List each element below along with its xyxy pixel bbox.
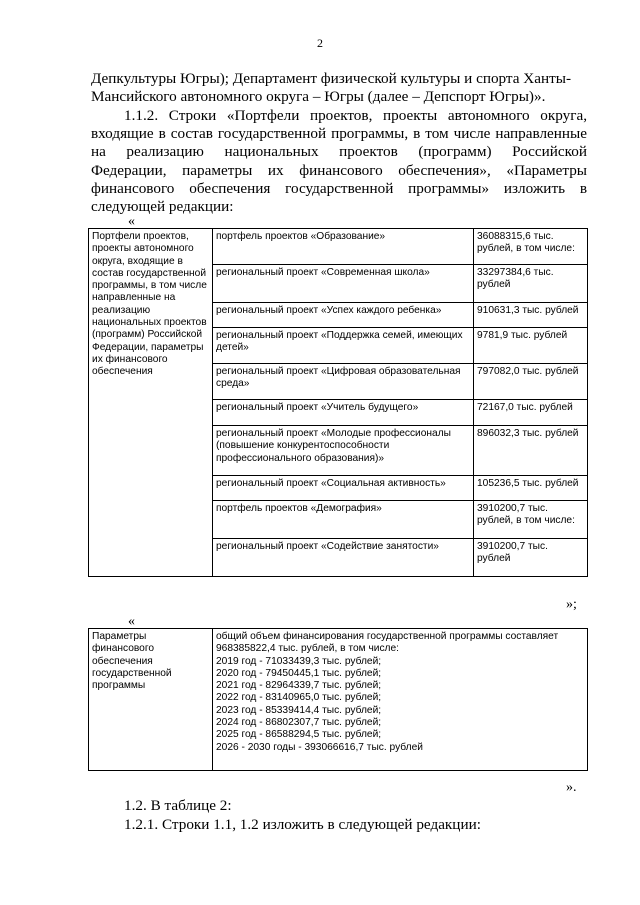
table-cell-value: 72167,0 тыс. рублей xyxy=(474,400,588,426)
text-line: финансового обеспечения государственной программы» изложить в xyxy=(91,179,587,197)
table-cell-name: региональный проект «Учитель будущего» xyxy=(213,400,474,426)
table-cell-value: 896032,3 тыс. рублей xyxy=(474,426,588,476)
table-cell-value: 9781,9 тыс. рублей xyxy=(474,328,588,364)
text-line: Федерации, параметры их финансового обеспечения», «Параметры xyxy=(91,161,587,179)
financing-line: общий объем финансирования государственной программы составляет xyxy=(216,631,559,642)
table-cell-value: 3910200,7 тыс. рублей, в том числе: xyxy=(474,501,588,539)
financing-line: 2020 год - 79450445,1 тыс. рублей; xyxy=(216,667,382,679)
table-cell-value: 105236,5 тыс. рублей xyxy=(474,476,588,501)
table-cell-value: 910631,3 тыс. рублей xyxy=(474,303,588,328)
table-cell-value: 3910200,7 тыс. рублей xyxy=(474,539,588,577)
text-line: Депкультуры Югры); Департамент физической культуры и спорта Ханты- xyxy=(91,70,572,87)
table-cell-name: портфель проектов «Демография» xyxy=(213,501,474,539)
table-cell-value: 797082,0 тыс. рублей xyxy=(474,364,588,400)
financing-line: 2019 год - 71033439,3 тыс. рублей; xyxy=(216,655,382,667)
financing-table xyxy=(88,628,588,771)
opening-quote: « xyxy=(128,214,135,229)
projects-table xyxy=(88,228,588,577)
page-number: 2 xyxy=(317,36,323,50)
closing-quote: ». xyxy=(566,780,577,795)
opening-quote: « xyxy=(128,614,135,629)
financing-line: 2026 - 2030 годы - 393066616,7 тыс. рублей xyxy=(216,741,423,753)
text-line: Мансийского автономного округа – Югры (далее – Депспорт Югры)». xyxy=(91,88,546,106)
table-header-cell: Портфели проектов, проекты автономного округа, входящие в состав государственной программы, в том числе направленные на реализацию национальных проектов (программ) Российской Федерации, параметры их финансового обеспечения xyxy=(89,229,213,577)
text-line: на реализацию национальных проектов (программ) Российской xyxy=(91,143,587,161)
table-cell-name: портфель проектов «Образование» xyxy=(213,229,474,265)
continuation-paragraph xyxy=(91,70,587,106)
paragraph-1-1-2 xyxy=(91,107,587,216)
closing-quote: »; xyxy=(566,597,577,612)
financing-line: 968385822,4 тыс. рублей, в том числе: xyxy=(216,643,399,655)
section-1-2-1: 1.2.1. Строки 1.1, 1.2 изложить в следующей редакции: xyxy=(124,816,481,833)
text-line: 1.1.2. Строки «Портфели проектов, проекты автономного округа, xyxy=(124,107,587,124)
financing-line: 2023 год - 85339414,4 тыс. рублей; xyxy=(216,704,382,716)
financing-line: 2025 год - 86588294,5 тыс. рублей; xyxy=(216,729,382,741)
table-cell-name: региональный проект «Содействие занятости» xyxy=(213,539,474,577)
financing-line: 2021 год - 82964339,7 тыс. рублей; xyxy=(216,680,382,692)
table-cell-name: региональный проект «Социальная активность» xyxy=(213,476,474,501)
text-line: входящие в состав государственной программы, в том числе направленные xyxy=(91,125,587,143)
table-cell-value: 33297384,6 тыс. рублей xyxy=(474,265,588,303)
table-cell-name: региональный проект «Успех каждого ребенка» xyxy=(213,303,474,328)
table-cell-name: региональный проект «Молодые профессионалы (повышение конкурентоспособности профессионального образования)» xyxy=(213,426,474,476)
financing-line: 2022 год - 83140965,0 тыс. рублей; xyxy=(216,692,382,704)
financing-line: 2024 год - 86802307,7 тыс. рублей; xyxy=(216,717,382,729)
table-cell-name: региональный проект «Современная школа» xyxy=(213,265,474,303)
table-cell-value: 36088315,6 тыс. рублей, в том числе: xyxy=(474,229,588,265)
section-1-2: 1.2. В таблице 2: xyxy=(124,797,232,814)
table-cell-financing xyxy=(213,629,588,771)
table-header-cell: Параметры финансового обеспечения государственной программы xyxy=(89,629,213,771)
text-line: следующей редакции: xyxy=(91,197,234,215)
table-cell-name: региональный проект «Цифровая образовательная среда» xyxy=(213,364,474,400)
table-cell-name: региональный проект «Поддержка семей, имеющих детей» xyxy=(213,328,474,364)
